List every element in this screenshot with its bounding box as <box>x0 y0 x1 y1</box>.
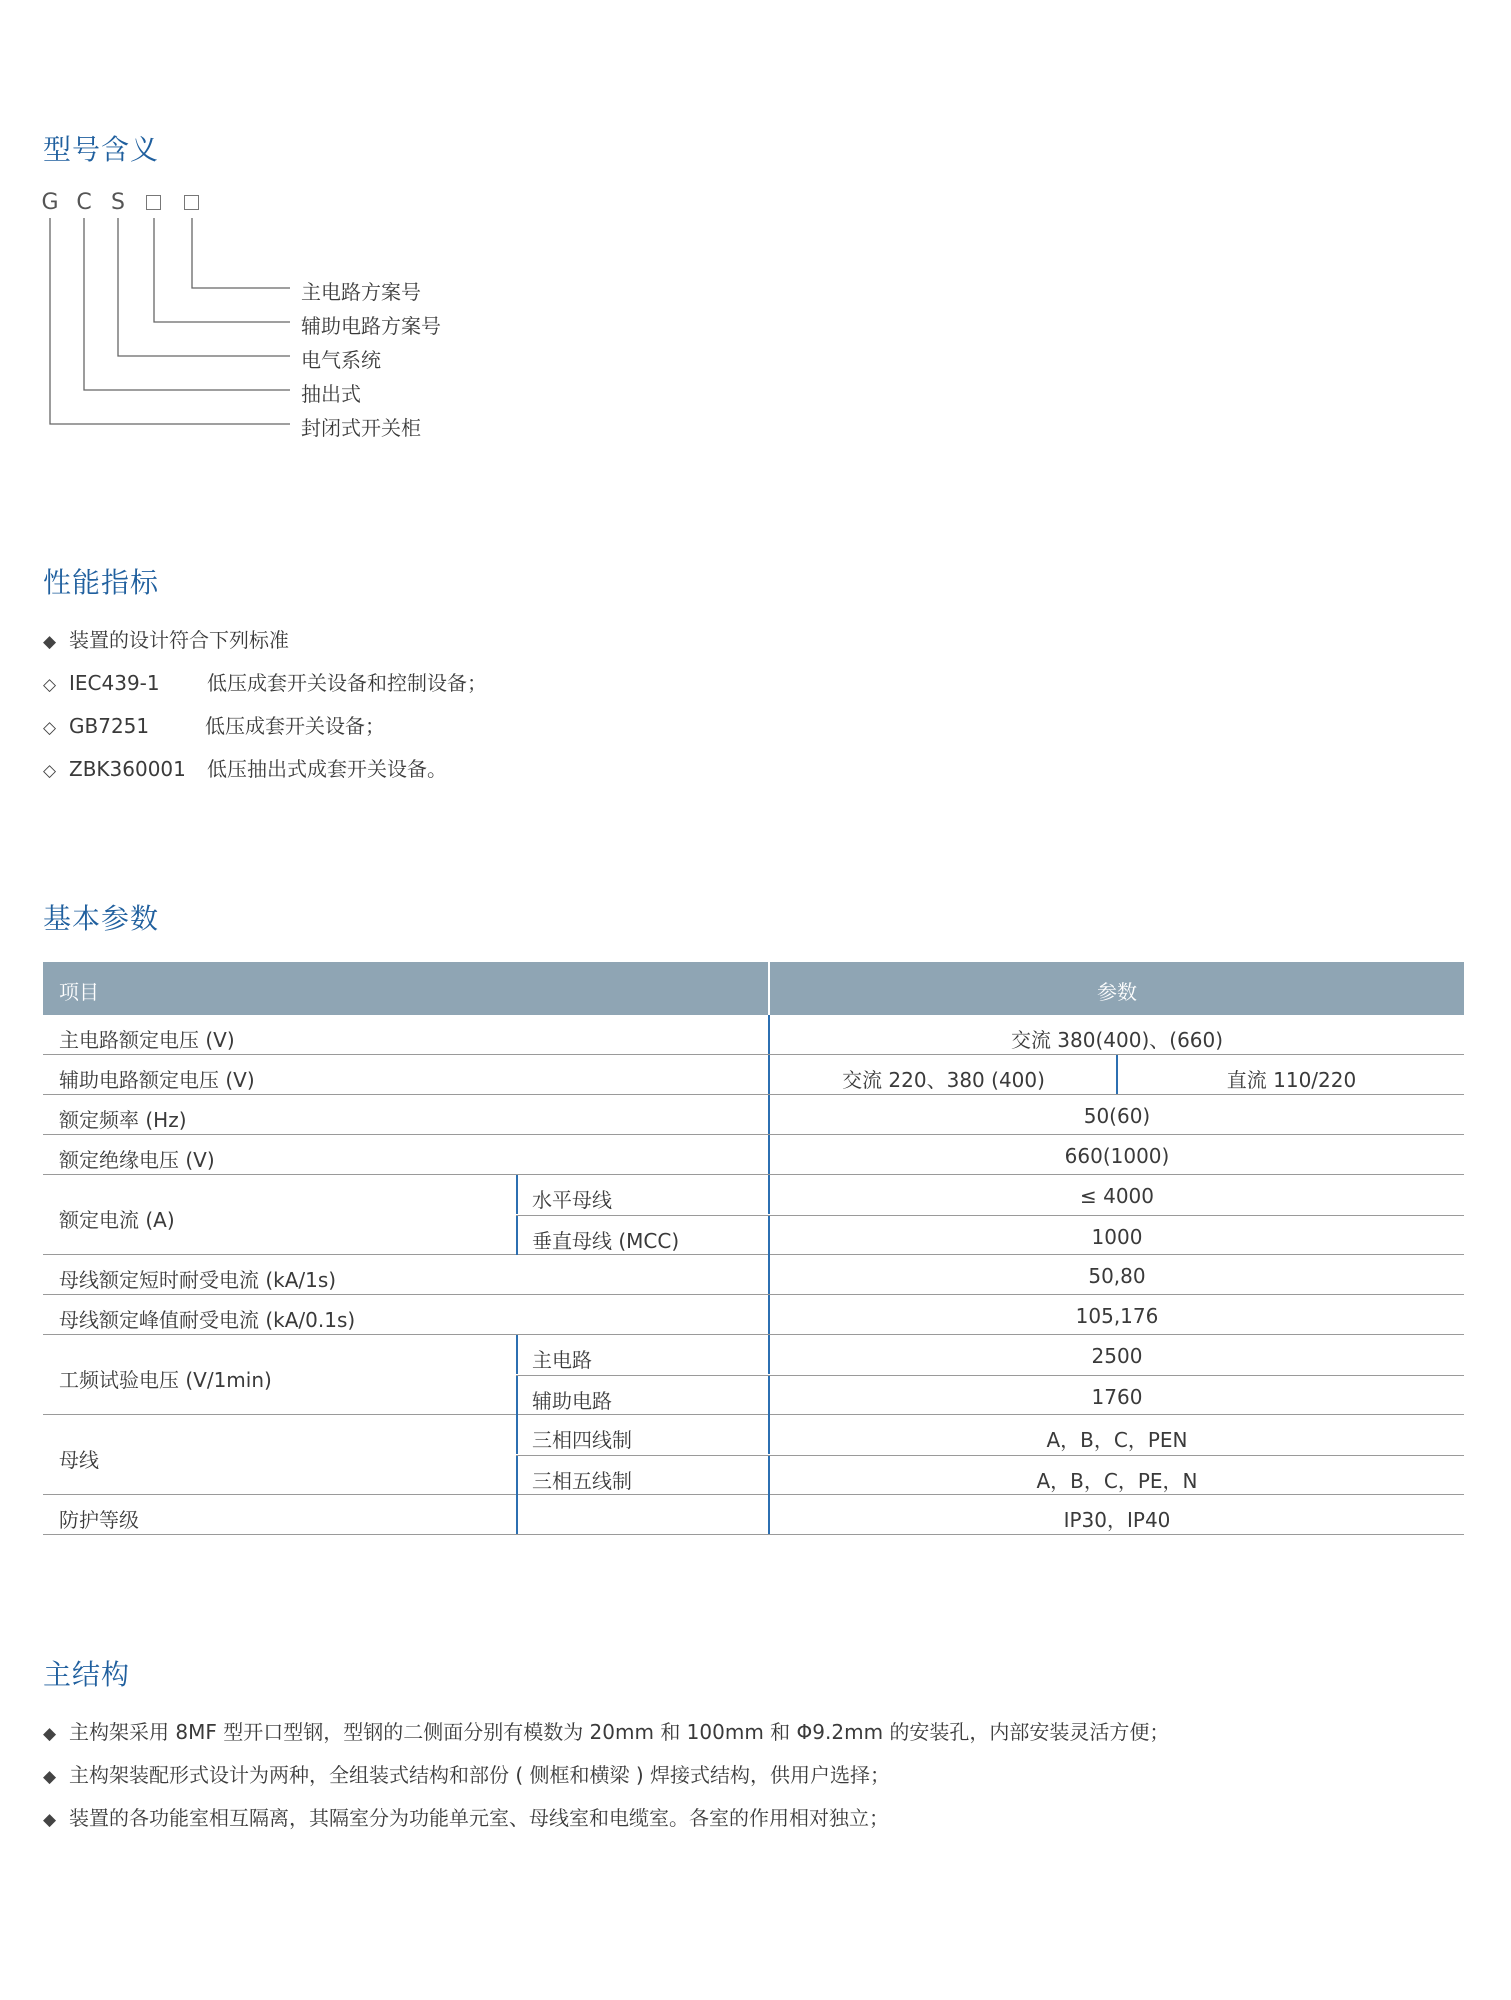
column-divider <box>1116 1055 1118 1094</box>
label-electrical-system: 电气系统 <box>301 348 381 372</box>
standard-desc: 低压成套开关设备和控制设备； <box>207 671 487 695</box>
label-aux-circuit-scheme: 辅助电路方案号 <box>301 314 441 338</box>
label-main-circuit-scheme: 主电路方案号 <box>301 280 421 304</box>
standard-item <box>43 667 487 696</box>
filled-diamond-icon: ◆ <box>43 1724 57 1744</box>
section-title-params: 基本参数 <box>43 902 160 935</box>
sub-row: 辅助电路 1760 <box>516 1375 1464 1415</box>
line-box2 <box>192 218 290 288</box>
params-table <box>43 962 1464 1535</box>
standards-intro: ◆ 装置的设计符合下列标准 <box>43 628 289 652</box>
line-box1 <box>154 218 290 322</box>
sub-row: 三相四线制 A，B，C，PEN <box>516 1415 1464 1454</box>
sub-row: 垂直母线 (MCC) 1000 <box>516 1215 1464 1255</box>
column-divider <box>516 1415 518 1454</box>
model-code-diagram <box>0 0 500 460</box>
table-row: 工频试验电压 (V/1min) 主电路 2500 辅助电路 1760 <box>43 1335 1464 1415</box>
model-code-lines <box>0 0 500 460</box>
structure-item: ◆ 主构架装配形式设计为两种，全组装式结构和部份 ( 侧框和横梁 ) 焊接式结构，供用户选择； <box>43 1763 891 1787</box>
code-letter-c: C <box>76 190 92 215</box>
code-placeholder-box-2 <box>184 195 199 210</box>
sub-row: IP30，IP40 <box>516 1495 1464 1534</box>
structure-item: ◆ 主构架采用 8MF 型开口型钢，型钢的二侧面分别有模数为 20mm 和 100mm 和 Φ9.2mm 的安装孔，内部安装灵活方便； <box>43 1720 1170 1744</box>
sub-row: 三相五线制 A，B，C，PE，N <box>516 1455 1464 1495</box>
column-divider <box>516 1175 518 1214</box>
filled-diamond-icon: ◆ <box>43 632 57 652</box>
standard-item <box>43 753 447 782</box>
sub-row: 主电路 2500 <box>516 1335 1464 1374</box>
table-row: 额定绝缘电压 (V) 660(1000) <box>43 1135 1464 1175</box>
label-enclosed-switchgear: 封闭式开关柜 <box>301 416 421 440</box>
standard-code: ZBK360001 <box>69 757 186 781</box>
filled-diamond-icon: ◆ <box>43 1767 57 1787</box>
header-item: 项目 <box>59 980 99 1004</box>
hollow-diamond-icon: ◇ <box>43 718 57 738</box>
column-divider <box>516 1376 518 1415</box>
column-divider <box>516 1456 518 1495</box>
table-row: 防护等级 IP30，IP40 <box>43 1495 1464 1535</box>
column-divider <box>516 1495 518 1534</box>
code-letter-s: S <box>111 190 125 215</box>
label-withdrawable: 抽出式 <box>301 382 361 406</box>
table-row: 母线额定峰值耐受电流 (kA/0.1s) 105,176 <box>43 1295 1464 1335</box>
structure-item: ◆ 装置的各功能室相互隔离，其隔室分为功能单元室、母线室和电缆室。各室的作用相对独立； <box>43 1806 889 1830</box>
standard-desc: 低压抽出式成套开关设备。 <box>207 757 447 781</box>
standard-desc: 低压成套开关设备； <box>205 714 385 738</box>
hollow-diamond-icon: ◇ <box>43 675 57 695</box>
table-row: 母线额定短时耐受电流 (kA/1s) 50,80 <box>43 1255 1464 1295</box>
header-param: 参数 <box>1097 980 1137 1004</box>
filled-diamond-icon: ◆ <box>43 1810 57 1830</box>
table-row: 额定电流 (A) 水平母线 ≤ 4000 垂直母线 (MCC) 1000 <box>43 1175 1464 1255</box>
line-s <box>118 218 290 356</box>
section-title-structure: 主结构 <box>43 1658 131 1691</box>
table-row: 主电路额定电压 (V) 交流 380(400)、(660) <box>43 1015 1464 1055</box>
hollow-diamond-icon: ◇ <box>43 761 57 781</box>
standard-code: GB7251 <box>69 714 150 738</box>
section-title-model: 型号含义 <box>43 133 160 166</box>
standard-code: IEC439-1 <box>69 671 160 695</box>
code-letter-g: G <box>41 190 59 215</box>
line-c <box>84 218 290 390</box>
table-row: 额定频率 (Hz) 50(60) <box>43 1095 1464 1135</box>
line-g <box>50 218 290 424</box>
table-row: 辅助电路额定电压 (V) 交流 220、380 (400) 直流 110/220 <box>43 1055 1464 1095</box>
column-divider <box>516 1216 518 1255</box>
table-header <box>43 962 1464 1015</box>
standard-item <box>43 710 385 739</box>
sub-row: 水平母线 ≤ 4000 <box>516 1175 1464 1214</box>
column-divider <box>516 1335 518 1374</box>
section-title-performance: 性能指标 <box>43 566 160 599</box>
code-placeholder-box-1 <box>146 195 161 210</box>
table-row: 母线 三相四线制 A，B，C，PEN 三相五线制 A，B，C，PE，N <box>43 1415 1464 1495</box>
